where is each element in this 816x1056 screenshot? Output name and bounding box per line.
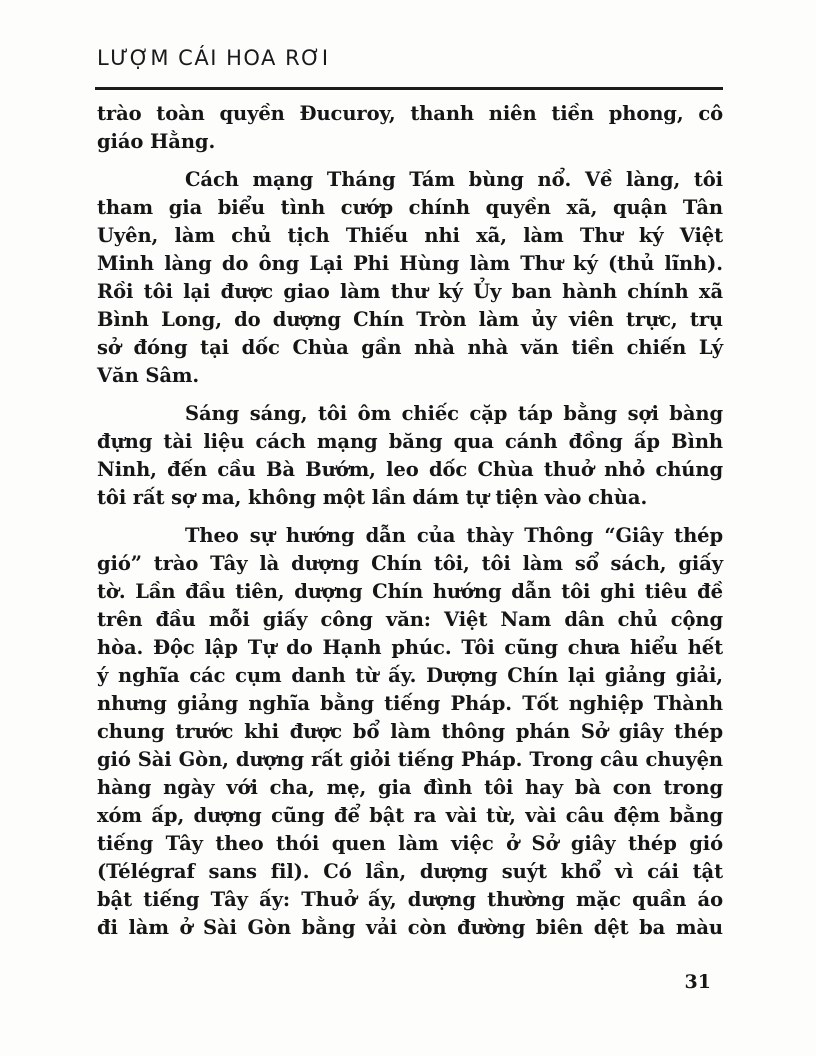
text-line: tờ. Lần đầu tiên, dượng Chín hướng dẫn tôi ghi tiêu đề bbox=[97, 580, 723, 603]
text-line: tiếng Tây theo thói quen làm việc ở Sở giây thép gió bbox=[97, 832, 723, 855]
text-line: ý nghĩa các cụm danh từ ấy. Dượng Chín lại giảng giải, bbox=[97, 664, 723, 687]
text-line: hòa. Độc lập Tự do Hạnh phúc. Tôi cũng chưa hiểu hết bbox=[97, 636, 723, 659]
text-line: nhưng giảng nghĩa bằng tiếng Pháp. Tốt nghiệp Thành bbox=[97, 692, 723, 715]
text-line: xóm ấp, dượng cũng để bật ra vài từ, vài câu đệm bằng bbox=[97, 804, 723, 827]
text-line: Theo sự hướng dẫn của thày Thông “Giây thép bbox=[185, 524, 723, 547]
text-line: gió” trào Tây là dượng Chín tôi, tôi làm sổ sách, giấy bbox=[97, 552, 723, 575]
text-line: tham gia biểu tình cướp chính quyền xã, quận Tân bbox=[97, 196, 723, 219]
text-line: hàng ngày với cha, mẹ, gia đình tôi hay bà con trong bbox=[97, 776, 723, 799]
text-line: Sáng sáng, tôi ôm chiếc cặp táp bằng sợi bàng bbox=[185, 402, 723, 425]
text-line: đi làm ở Sài Gòn bằng vải còn đường biên dệt ba màu bbox=[97, 916, 723, 939]
paragraph bbox=[97, 522, 723, 942]
text-line: giáo Hằng. bbox=[97, 130, 216, 153]
paragraph bbox=[97, 166, 723, 390]
paragraph bbox=[97, 400, 723, 512]
text-line: đựng tài liệu cách mạng băng qua cánh đồng ấp Bình bbox=[97, 430, 723, 453]
text-line: Rồi tôi lại được giao làm thư ký Ủy ban hành chính xã bbox=[97, 280, 723, 303]
text-line: gió Sài Gòn, dượng rất giỏi tiếng Pháp. Trong câu chuyện bbox=[97, 748, 723, 771]
paragraph bbox=[97, 100, 723, 156]
text-line: bật tiếng Tây ấy: Thuở ấy, dượng thường mặc quần áo bbox=[97, 888, 723, 911]
text-line: Bình Long, do dượng Chín Tròn làm ủy viên trực, trụ bbox=[97, 308, 723, 331]
text-line: Uyên, làm chủ tịch Thiếu nhi xã, làm Thư ký Việt bbox=[97, 224, 723, 247]
text-line: trào toàn quyền Đucuroy, thanh niên tiền phong, cô bbox=[97, 102, 723, 125]
text-line: sở đóng tại dốc Chùa gần nhà nhà văn tiền chiến Lý bbox=[97, 336, 723, 359]
text-line: chung trước khi được bổ làm thông phán Sở giây thép bbox=[97, 720, 723, 743]
running-head: LƯỢM CÁI HOA RƠI bbox=[97, 46, 330, 70]
text-line: Cách mạng Tháng Tám bùng nổ. Về làng, tôi bbox=[185, 168, 723, 191]
text-line: (Télégraf sans fil). Có lần, dượng suýt khổ vì cái tật bbox=[97, 860, 723, 883]
text-line: Minh làng do ông Lại Phi Hùng làm Thư ký (thủ lĩnh). bbox=[97, 252, 723, 275]
text-line: trên đầu mỗi giấy công văn: Việt Nam dân chủ cộng bbox=[97, 608, 723, 631]
text-line: tôi rất sợ ma, không một lần dám tự tiện vào chùa. bbox=[97, 486, 648, 509]
page-number: 31 bbox=[684, 971, 711, 993]
text-block bbox=[97, 100, 723, 952]
text-line: Văn Sâm. bbox=[97, 364, 200, 387]
header-rule bbox=[95, 87, 723, 90]
text-line: Ninh, đến cầu Bà Bướm, leo dốc Chùa thuở nhỏ chúng bbox=[97, 458, 723, 481]
